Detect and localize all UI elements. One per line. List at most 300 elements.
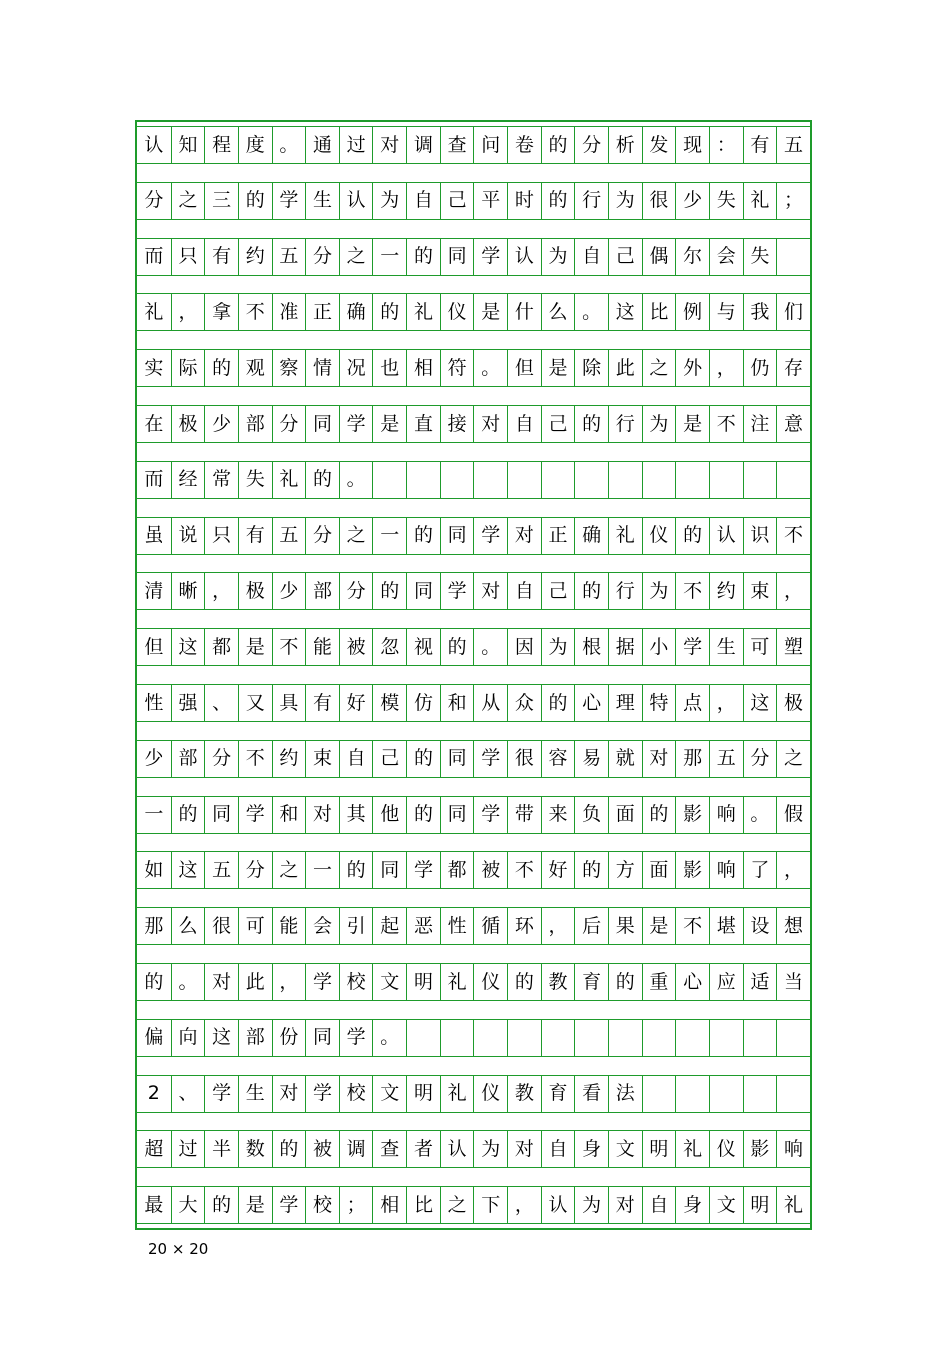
grid-cell: 己: [372, 740, 406, 778]
grid-cell: [574, 1019, 608, 1057]
grid-cell: 影: [675, 851, 709, 889]
grid-cell: 当: [776, 963, 810, 1001]
grid-cell: 为: [642, 572, 676, 610]
grid-cell: 也: [372, 349, 406, 387]
grid-cell: 此: [608, 349, 642, 387]
grid-cell: 。: [473, 628, 507, 666]
grid-cell: 很: [507, 740, 541, 778]
grid-cell: 来: [541, 796, 575, 834]
grid-cell: 调: [406, 126, 440, 164]
grid-cell: ，: [776, 851, 810, 889]
grid-cell: [406, 461, 440, 499]
grid-cell: 这: [608, 293, 642, 331]
grid-cell: 影: [743, 1130, 777, 1168]
grid-cell: 都: [440, 851, 474, 889]
grid-cell: 失: [743, 238, 777, 276]
grid-cell: 的: [305, 461, 339, 499]
grid-cell: 仿: [406, 684, 440, 722]
grid-cell: 性: [137, 684, 171, 722]
grid-cell: 的: [574, 405, 608, 443]
grid-cell: 根: [574, 628, 608, 666]
grid-cell: 为: [473, 1130, 507, 1168]
grid-cell: 同: [440, 517, 474, 555]
grid-cell: 问: [473, 126, 507, 164]
grid-cell: 不: [238, 740, 272, 778]
grid-cell: 析: [608, 126, 642, 164]
grid-cell: 明: [743, 1186, 777, 1224]
grid-cell: 的: [406, 238, 440, 276]
grid-cell: [709, 461, 743, 499]
grid-row: [137, 740, 810, 778]
grid-cell: ：: [709, 126, 743, 164]
grid-cell: 又: [238, 684, 272, 722]
grid-cell: 之: [776, 740, 810, 778]
grid-cell: 响: [776, 1130, 810, 1168]
grid-cell: 只: [204, 517, 238, 555]
grid-cell: 的: [507, 963, 541, 1001]
grid-cell: 为: [608, 182, 642, 220]
grid-cell: 影: [675, 796, 709, 834]
grid-cell: 之: [339, 517, 373, 555]
grid-cell: 极: [171, 405, 205, 443]
grid-cell: 。: [743, 796, 777, 834]
grid-row: [137, 796, 810, 834]
grid-cell: 。: [473, 349, 507, 387]
grid-cell: 行: [574, 182, 608, 220]
grid-cell: 如: [137, 851, 171, 889]
grid-size-label: 20 × 20: [148, 1240, 209, 1258]
grid-cell: 五: [776, 126, 810, 164]
grid-cell: 的: [675, 517, 709, 555]
grid-cell: 能: [305, 628, 339, 666]
grid-cell: 的: [204, 349, 238, 387]
grid-cell: 学: [675, 628, 709, 666]
grid-cell: 很: [642, 182, 676, 220]
grid-cell: 的: [272, 1130, 306, 1168]
grid-cell: 分: [305, 238, 339, 276]
grid-cell: [743, 1019, 777, 1057]
grid-cell: 会: [305, 907, 339, 945]
grid-cell: 对: [507, 517, 541, 555]
grid-row: [137, 851, 810, 889]
grid-cell: 的: [541, 126, 575, 164]
grid-cell: 一: [372, 517, 406, 555]
grid-cell: 校: [339, 963, 373, 1001]
grid-cell: 外: [675, 349, 709, 387]
grid-cell: 。: [574, 293, 608, 331]
grid-cell: 下: [473, 1186, 507, 1224]
grid-cell: 识: [743, 517, 777, 555]
grid-cell: 的: [440, 628, 474, 666]
grid-cell: 发: [642, 126, 676, 164]
grid-cell: 的: [608, 963, 642, 1001]
grid-cell: 明: [642, 1130, 676, 1168]
grid-cell: 比: [406, 1186, 440, 1224]
grid-cell: 学: [440, 572, 474, 610]
grid-cell: 众: [507, 684, 541, 722]
grid-cell: ，: [541, 907, 575, 945]
grid-cell: 这: [743, 684, 777, 722]
grid-cell: 不: [675, 907, 709, 945]
grid-row: [137, 1130, 810, 1168]
grid-cell: 的: [541, 182, 575, 220]
grid-cell: 不: [675, 572, 709, 610]
grid-row: [137, 182, 810, 220]
grid-cell: 部: [171, 740, 205, 778]
grid-cell: 自: [541, 1130, 575, 1168]
grid-cell: [675, 461, 709, 499]
grid-cell: 的: [574, 572, 608, 610]
grid-cell: 据: [608, 628, 642, 666]
grid-cell: 最: [137, 1186, 171, 1224]
grid-cell: 有: [743, 126, 777, 164]
grid-cell: 极: [238, 572, 272, 610]
grid-cell: 少: [137, 740, 171, 778]
grid-cell: 对: [642, 740, 676, 778]
grid-cell: 过: [171, 1130, 205, 1168]
grid-row: [137, 461, 810, 499]
grid-cell: 正: [305, 293, 339, 331]
grid-cell: 为: [642, 405, 676, 443]
grid-cell: 的: [406, 517, 440, 555]
grid-cell: 晰: [171, 572, 205, 610]
grid-cell: 对: [473, 405, 507, 443]
grid-cell: 响: [709, 851, 743, 889]
grid-cell: 分: [574, 126, 608, 164]
grid-cell: 明: [406, 963, 440, 1001]
grid-cell: 分: [339, 572, 373, 610]
grid-cell: 明: [406, 1075, 440, 1113]
grid-cell: 有: [204, 238, 238, 276]
grid-cell: 有: [238, 517, 272, 555]
grid-cell: 少: [272, 572, 306, 610]
grid-cell: 数: [238, 1130, 272, 1168]
grid-cell: 这: [204, 1019, 238, 1057]
grid-cell: 查: [440, 126, 474, 164]
grid-cell: 而: [137, 238, 171, 276]
grid-cell: 少: [675, 182, 709, 220]
grid-cell: 文: [608, 1130, 642, 1168]
grid-cell: 份: [272, 1019, 306, 1057]
grid-cell: 注: [743, 405, 777, 443]
grid-cell: 的: [204, 1186, 238, 1224]
grid-cell: [675, 1075, 709, 1113]
grid-cell: 偏: [137, 1019, 171, 1057]
grid-row: [137, 907, 810, 945]
grid-cell: 2: [137, 1075, 171, 1113]
grid-cell: 设: [743, 907, 777, 945]
grid-cell: 果: [608, 907, 642, 945]
grid-cell: 度: [238, 126, 272, 164]
grid-cell: 自: [507, 405, 541, 443]
grid-cell: 只: [171, 238, 205, 276]
grid-cell: [776, 1019, 810, 1057]
grid-row: [137, 628, 810, 666]
grid-cell: 同: [440, 796, 474, 834]
grid-cell: 的: [171, 796, 205, 834]
grid-cell: 对: [507, 1130, 541, 1168]
grid-cell: 一: [137, 796, 171, 834]
grid-cell: ，: [507, 1186, 541, 1224]
grid-cell: 适: [743, 963, 777, 1001]
grid-cell: 能: [272, 907, 306, 945]
grid-cell: [642, 1019, 676, 1057]
grid-cell: 忽: [372, 628, 406, 666]
grid-cell: 负: [574, 796, 608, 834]
grid-cell: 对: [473, 572, 507, 610]
grid-cell: 不: [238, 293, 272, 331]
grid-cell: 分: [238, 851, 272, 889]
grid-cell: 三: [204, 182, 238, 220]
grid-cell: 在: [137, 405, 171, 443]
grid-cell: 接: [440, 405, 474, 443]
grid-cell: 他: [372, 796, 406, 834]
grid-cell: 为: [541, 238, 575, 276]
grid-cell: 同: [305, 1019, 339, 1057]
grid-cell: 从: [473, 684, 507, 722]
grid-cell: 自: [642, 1186, 676, 1224]
grid-cell: 说: [171, 517, 205, 555]
grid-cell: 塑: [776, 628, 810, 666]
grid-cell: 和: [440, 684, 474, 722]
grid-cell: 礼: [406, 293, 440, 331]
grid-cell: 假: [776, 796, 810, 834]
grid-cell: 礼: [272, 461, 306, 499]
grid-cell: 仪: [473, 963, 507, 1001]
grid-cell: 一: [372, 238, 406, 276]
grid-cell: 相: [406, 349, 440, 387]
grid-cell: 约: [272, 740, 306, 778]
grid-cell: 认: [507, 238, 541, 276]
grid-cell: 约: [238, 238, 272, 276]
grid-cell: 与: [709, 293, 743, 331]
grid-cell: 己: [541, 405, 575, 443]
grid-cell: 的: [238, 182, 272, 220]
grid-cell: 对: [272, 1075, 306, 1113]
grid-cell: [776, 1075, 810, 1113]
grid-cell: 正: [541, 517, 575, 555]
grid-cell: 文: [709, 1186, 743, 1224]
grid-cell: 那: [137, 907, 171, 945]
grid-cell: 同: [406, 572, 440, 610]
grid-cell: [743, 461, 777, 499]
grid-cell: 失: [238, 461, 272, 499]
grid-cell: 对: [372, 126, 406, 164]
grid-cell: 五: [272, 238, 306, 276]
grid-cell: 礼: [776, 1186, 810, 1224]
grid-cell: 容: [541, 740, 575, 778]
grid-row: [137, 1186, 810, 1224]
grid-cell: 校: [339, 1075, 373, 1113]
grid-cell: 。: [372, 1019, 406, 1057]
grid-cell: 经: [171, 461, 205, 499]
grid-cell: 学: [339, 405, 373, 443]
grid-cell: 认: [541, 1186, 575, 1224]
grid-cell: 视: [406, 628, 440, 666]
grid-cell: 极: [776, 684, 810, 722]
grid-cell: 大: [171, 1186, 205, 1224]
grid-cell: 约: [709, 572, 743, 610]
grid-cell: 超: [137, 1130, 171, 1168]
grid-cell: 现: [675, 126, 709, 164]
grid-cell: 生: [709, 628, 743, 666]
grid-cell: 仪: [642, 517, 676, 555]
grid-cell: 的: [642, 796, 676, 834]
grid-cell: 程: [204, 126, 238, 164]
grid-cell: 是: [642, 907, 676, 945]
grid-cell: 学: [272, 182, 306, 220]
grid-cell: 面: [642, 851, 676, 889]
grid-cell: 礼: [440, 1075, 474, 1113]
grid-cell: 束: [305, 740, 339, 778]
grid-cell: 之: [339, 238, 373, 276]
grid-cell: 什: [507, 293, 541, 331]
grid-cell: 相: [372, 1186, 406, 1224]
grid-cell: 学: [406, 851, 440, 889]
grid-cell: 响: [709, 796, 743, 834]
grid-cell: 分: [743, 740, 777, 778]
grid-cell: 实: [137, 349, 171, 387]
grid-cell: 学: [473, 238, 507, 276]
grid-cell: 部: [238, 405, 272, 443]
grid-cell: 分: [272, 405, 306, 443]
grid-cell: 为: [372, 182, 406, 220]
grid-cell: 其: [339, 796, 373, 834]
grid-cell: 偶: [642, 238, 676, 276]
grid-cell: 部: [238, 1019, 272, 1057]
grid-cell: 引: [339, 907, 373, 945]
grid-cell: 同: [440, 740, 474, 778]
grid-cell: 这: [171, 628, 205, 666]
grid-cell: 了: [743, 851, 777, 889]
grid-cell: 应: [709, 963, 743, 1001]
grid-cell: [776, 461, 810, 499]
grid-cell: 是: [675, 405, 709, 443]
grid-cell: 为: [541, 628, 575, 666]
grid-cell: 的: [372, 572, 406, 610]
grid-cell: 这: [171, 851, 205, 889]
grid-cell: 特: [642, 684, 676, 722]
grid-cell: 尔: [675, 238, 709, 276]
grid-cell: 分: [137, 182, 171, 220]
grid-cell: 观: [238, 349, 272, 387]
grid-cell: 察: [272, 349, 306, 387]
grid-cell: 礼: [137, 293, 171, 331]
grid-cell: [642, 1075, 676, 1113]
grid-cell: 方: [608, 851, 642, 889]
grid-cell: 学: [204, 1075, 238, 1113]
grid-cell: [743, 1075, 777, 1113]
grid-cell: 、: [204, 684, 238, 722]
grid-cell: 直: [406, 405, 440, 443]
grid-cell: [709, 1019, 743, 1057]
grid-cell: 知: [171, 126, 205, 164]
grid-cell: 的: [541, 684, 575, 722]
grid-cell: 身: [675, 1186, 709, 1224]
grid-cell: 法: [608, 1075, 642, 1113]
grid-cell: 。: [339, 461, 373, 499]
grid-cell: 为: [574, 1186, 608, 1224]
grid-cell: 此: [238, 963, 272, 1001]
grid-row: [137, 1075, 810, 1113]
grid-cell: 但: [137, 628, 171, 666]
grid-cell: 失: [709, 182, 743, 220]
grid-cell: 确: [574, 517, 608, 555]
grid-cell: [372, 461, 406, 499]
grid-cell: 通: [305, 126, 339, 164]
grid-cell: 的: [339, 851, 373, 889]
grid-cell: 的: [372, 293, 406, 331]
grid-cell: ，: [709, 684, 743, 722]
grid-cell: 行: [608, 405, 642, 443]
grid-cell: 符: [440, 349, 474, 387]
grid-cell: 之: [171, 182, 205, 220]
grid-cell: 平: [473, 182, 507, 220]
grid-cell: 面: [608, 796, 642, 834]
grid-cell: 过: [339, 126, 373, 164]
grid-cell: 那: [675, 740, 709, 778]
grid-cell: 仍: [743, 349, 777, 387]
grid-cell: ；: [339, 1186, 373, 1224]
grid-cell: 少: [204, 405, 238, 443]
grid-cell: 的: [137, 963, 171, 1001]
grid-cell: 好: [339, 684, 373, 722]
grid-cell: 的: [406, 796, 440, 834]
grid-cell: 分: [204, 740, 238, 778]
grid-cell: [541, 461, 575, 499]
grid-cell: 么: [171, 907, 205, 945]
grid-cell: 具: [272, 684, 306, 722]
grid-cell: [541, 1019, 575, 1057]
grid-cell: 自: [507, 572, 541, 610]
grid-cell: 学: [272, 1186, 306, 1224]
grid-cell: [440, 1019, 474, 1057]
grid-cell: 学: [339, 1019, 373, 1057]
grid-cell: 仪: [473, 1075, 507, 1113]
grid-cell: 身: [574, 1130, 608, 1168]
grid-cell: [709, 1075, 743, 1113]
grid-cell: 可: [743, 628, 777, 666]
grid-cell: 分: [305, 517, 339, 555]
grid-cell: 有: [305, 684, 339, 722]
grid-cell: 准: [272, 293, 306, 331]
grid-cell: 文: [372, 1075, 406, 1113]
grid-cell: 会: [709, 238, 743, 276]
grid-cell: 同: [440, 238, 474, 276]
grid-cell: 都: [204, 628, 238, 666]
grid-cell: 学: [305, 963, 339, 1001]
grid-cell: 重: [642, 963, 676, 1001]
grid-cell: 调: [339, 1130, 373, 1168]
grid-cell: 被: [339, 628, 373, 666]
grid-cell: 性: [440, 907, 474, 945]
grid-cell: 况: [339, 349, 373, 387]
grid-cell: 行: [608, 572, 642, 610]
grid-cell: 堪: [709, 907, 743, 945]
grid-cell: 。: [171, 963, 205, 1001]
grid-cell: 强: [171, 684, 205, 722]
grid-cell: 易: [574, 740, 608, 778]
grid-cell: 意: [776, 405, 810, 443]
grid-cell: [473, 1019, 507, 1057]
manuscript-grid-sheet: [135, 120, 812, 1230]
grid-cell: ，: [272, 963, 306, 1001]
grid-cell: 己: [541, 572, 575, 610]
grid-cell: [608, 1019, 642, 1057]
grid-cell: 查: [372, 1130, 406, 1168]
grid-cell: 束: [743, 572, 777, 610]
grid-cell: 比: [642, 293, 676, 331]
